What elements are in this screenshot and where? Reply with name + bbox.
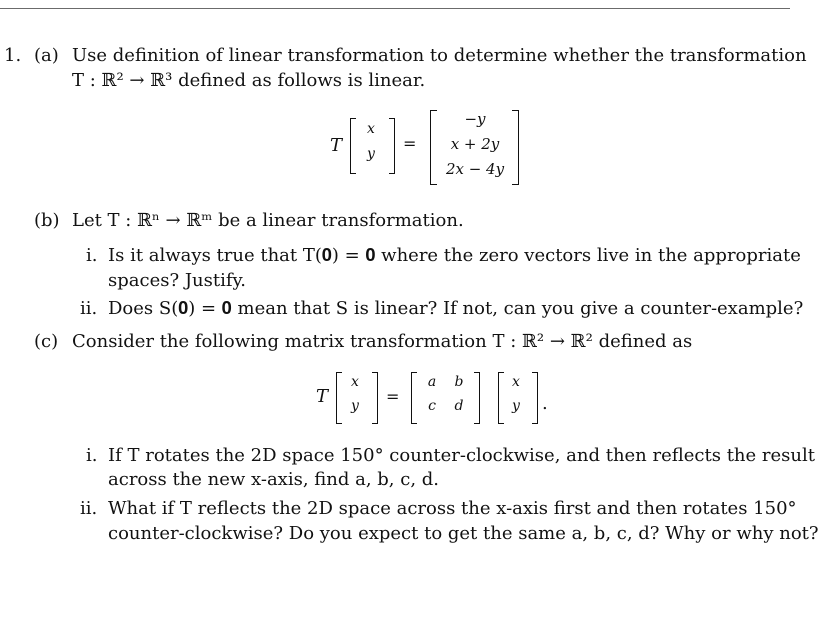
top-rule [0,8,790,9]
output-bracket-right [512,110,519,185]
problem-number: 1. [4,45,22,66]
part-b-i-line-1: Is it always true that T(𝟎) = 𝟎 where the zero vectors live in the appropriate [108,245,801,266]
input-x-c: x [351,374,359,390]
part-b-line: Let T : ℝⁿ → ℝᵐ be a linear transformation. [72,210,464,231]
vector-bracket-right [532,372,538,424]
input-bracket-left [350,118,356,174]
input-x: x [367,121,375,137]
transform-symbol: T [330,135,343,156]
output-row-3: 2x − 4y [445,160,505,178]
part-a-line-2: T : ℝ² → ℝ³ defined as follows is linear. [72,70,426,91]
matrix-a: a [427,374,437,390]
equals-sign-c: = [386,387,400,406]
part-c-ii-line-1: What if T reflects the 2D space across the x-axis first and then rotates 150° [108,498,797,519]
part-c-i-label: i. [86,445,98,466]
matrix-d: d [454,398,464,414]
equation-period: . [542,393,548,414]
part-c-i-line-1: If T rotates the 2D space 150° counter-clockwise, and then reflects the result [108,445,815,466]
part-c-label: (c) [34,331,59,352]
input-bracket-left-c [336,372,342,424]
input-bracket-right-c [372,372,378,424]
part-b-ii-label: ii. [80,298,98,319]
part-c-line: Consider the following matrix transformation T : ℝ² → ℝ² defined as [72,331,693,352]
part-c-ii-line-2: counter-clockwise? Do you expect to get the same a, b, c, d? Why or why not? [108,523,819,544]
equals-sign: = [403,134,417,153]
vector-x: x [512,374,520,390]
part-b-label: (b) [34,210,60,231]
output-row-1: −y [464,110,486,128]
input-bracket-right [389,118,395,174]
vector-bracket-left [498,372,504,424]
part-b-ii-line-1: Does S(𝟎) = 𝟎 mean that S is linear? If not, can you give a counter-example? [108,298,804,319]
output-row-2: x + 2y [450,135,500,153]
input-y: y [367,146,375,162]
part-b-i-label: i. [86,245,98,266]
input-y-c: y [351,398,359,414]
output-bracket-left [430,110,437,185]
matrix-bracket-left [411,372,417,424]
part-a-label: (a) [34,45,59,66]
part-c-ii-label: ii. [80,498,98,519]
matrix-bracket-right [474,372,480,424]
part-c-i-line-2: across the new x-axis, find a, b, c, d. [108,469,440,490]
matrix-b: b [454,374,464,390]
part-a-line-1: Use definition of linear transformation to determine whether the transformation [72,45,807,66]
part-b-i-line-2: spaces? Justify. [108,270,247,291]
vector-y: y [512,398,520,414]
transform-symbol-c: T [316,386,329,407]
matrix-c: c [428,398,436,414]
